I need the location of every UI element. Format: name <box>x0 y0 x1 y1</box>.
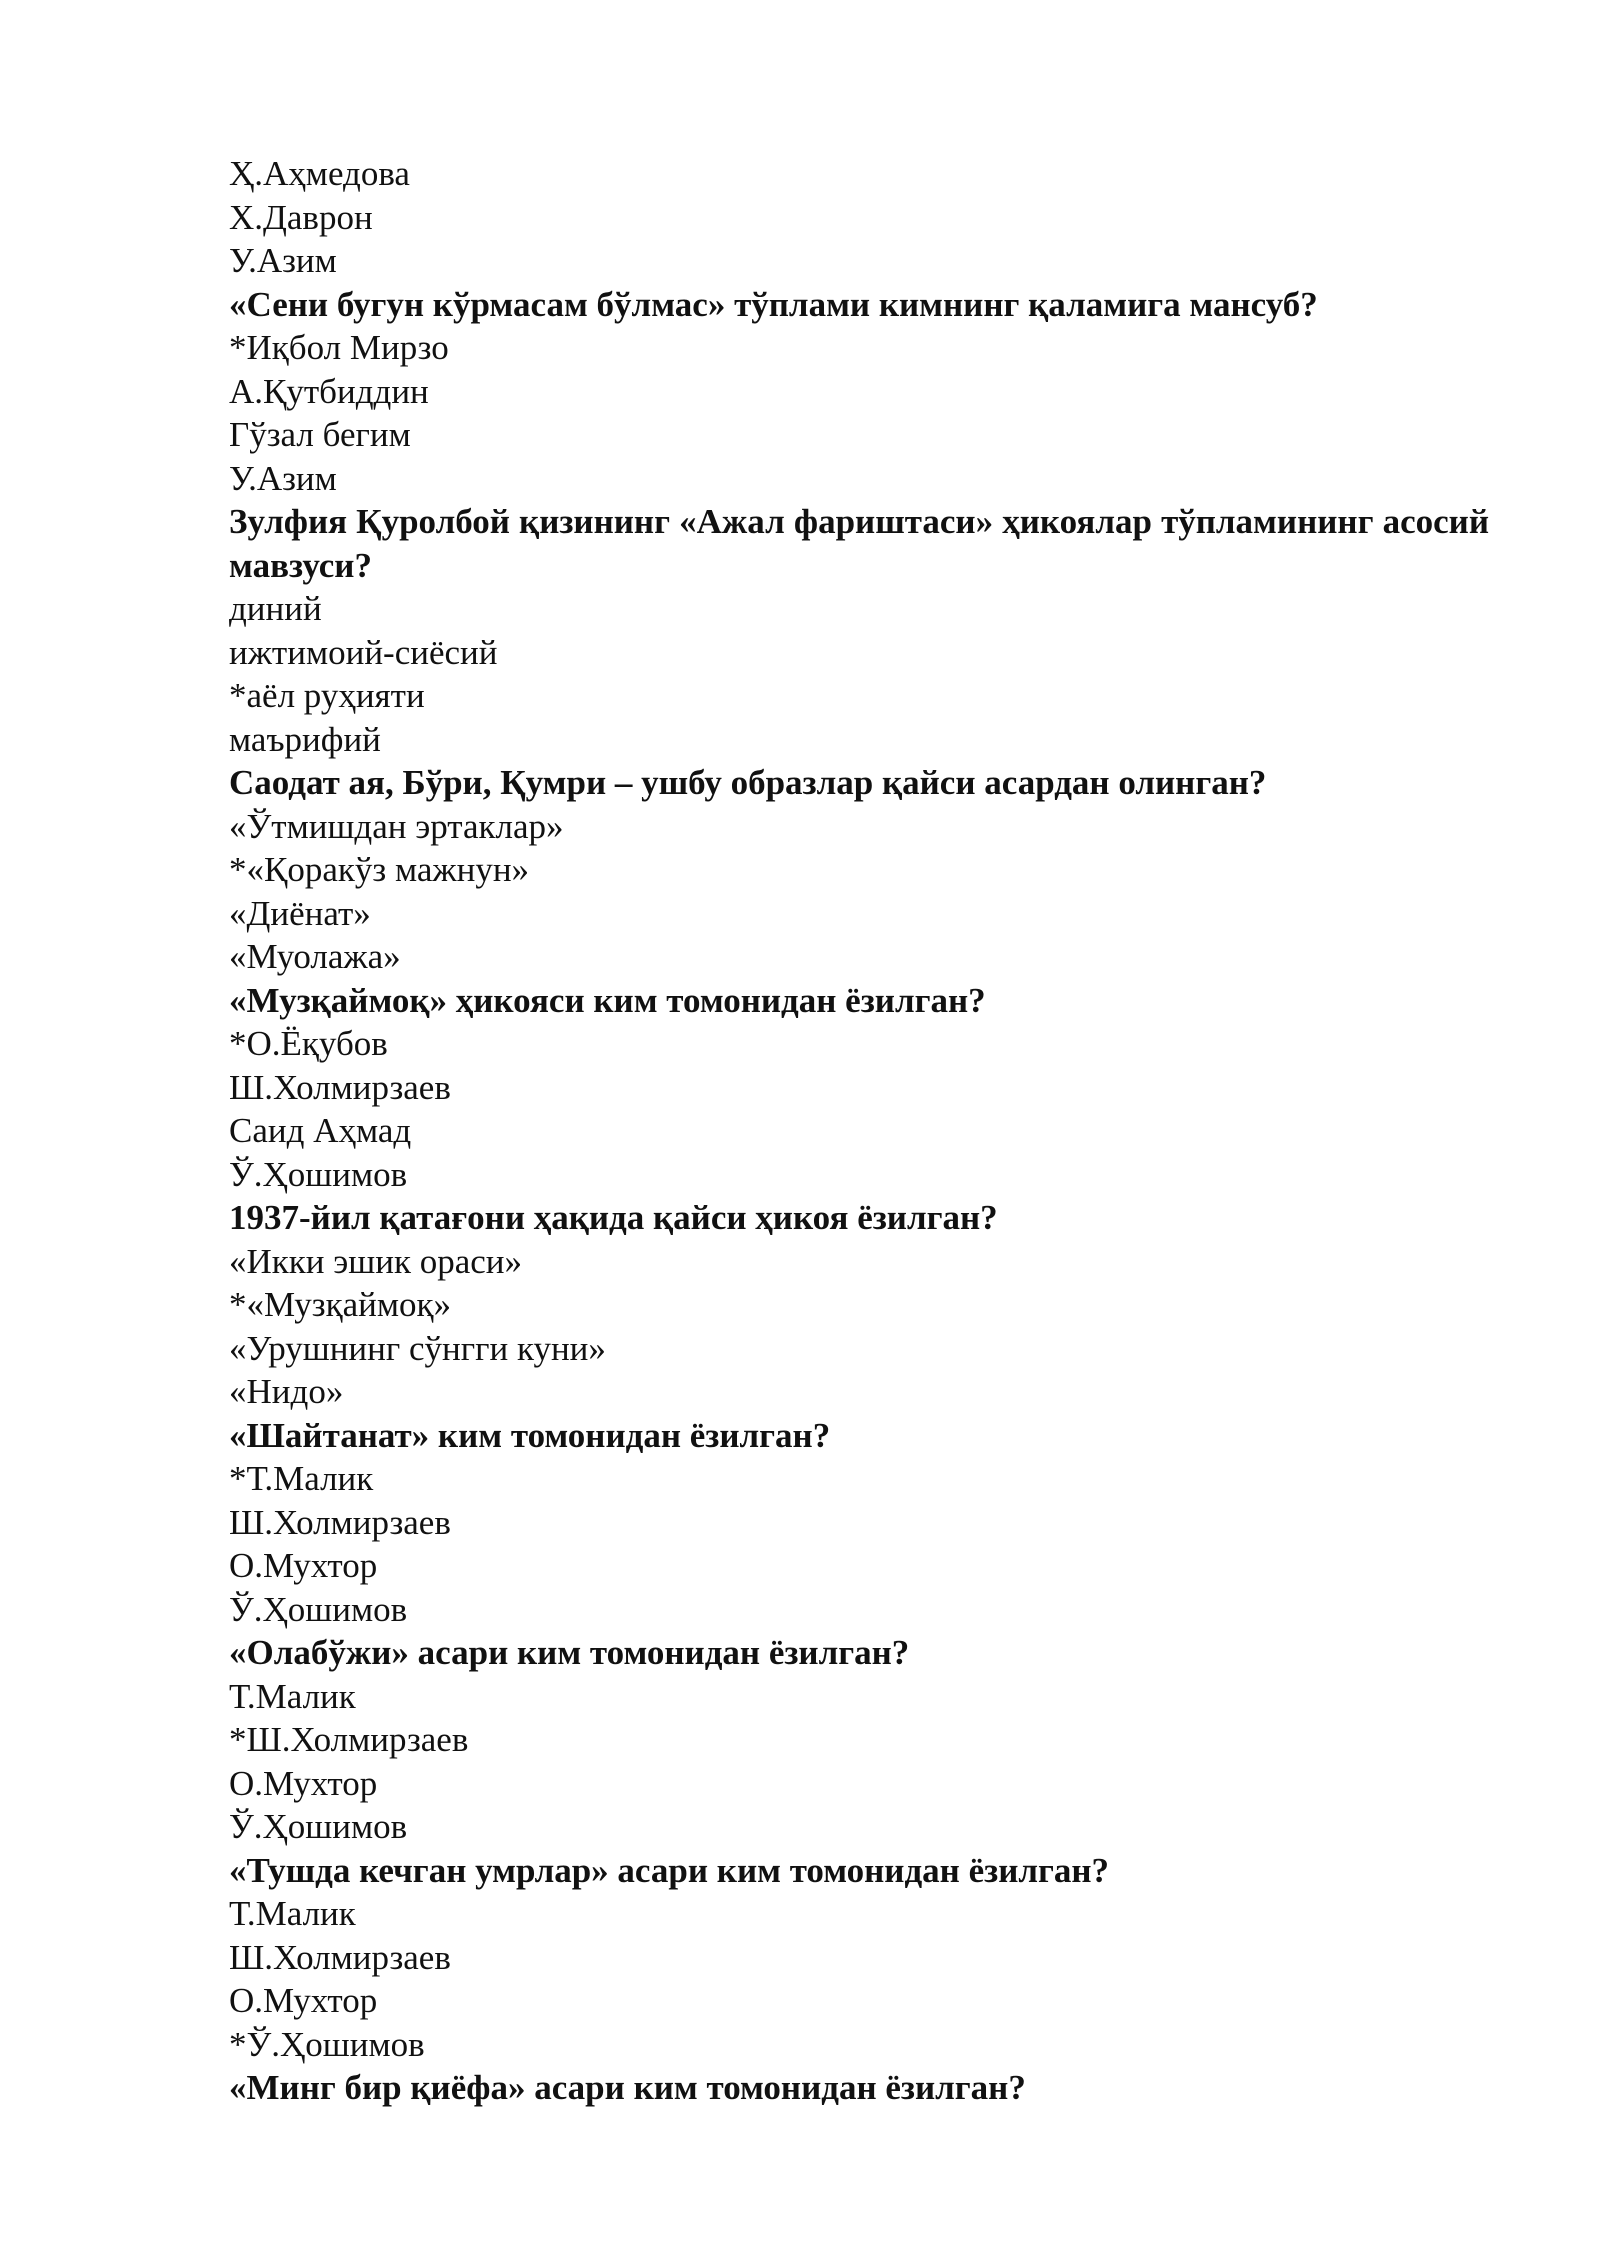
answer-option: *Иқбол Мирзо <box>229 328 449 367</box>
answer-option: «Урушнинг сўнгги куни» <box>229 1328 606 1368</box>
answer-option: *«Музқаймоқ» <box>229 1285 451 1324</box>
answer-option: Т.Малик <box>229 1676 356 1716</box>
answer-option: *Т.Малик <box>229 1459 374 1498</box>
answer-option: маърифий <box>229 719 381 759</box>
answer-option: «Ўтмишдан эртаклар» <box>229 806 564 846</box>
answer-option: У.Азим <box>229 241 337 280</box>
answer-option: Ў.Ҳошимов <box>229 1589 408 1629</box>
question-text: 1937-йил қатағони ҳақида қайси ҳикоя ёзилган? <box>229 1198 998 1237</box>
question-text: Зулфия Қуролбой қизининг «Ажал фариштаси» ҳикоялар тўпламининг асосий мавзуси? <box>229 502 1489 585</box>
document-page <box>229 152 1489 2110</box>
answer-option: У.Азим <box>229 458 337 498</box>
answer-option: диний <box>229 589 322 628</box>
answer-option: *Ў.Ҳошимов <box>229 2024 425 2064</box>
answer-option: «Муолажа» <box>229 937 401 976</box>
question-text: Саодат ая, Бўри, Қумри – ушбу образлар қайси асардан олинган? <box>229 763 1267 802</box>
question-text: «Сени бугун кўрмасам бўлмас» тўплами кимнинг қаламига мансуб? <box>229 284 1318 324</box>
answer-option: «Нидо» <box>229 1372 344 1411</box>
answer-option: А.Қутбиддин <box>229 371 429 411</box>
answer-option: О.Мухтор <box>229 1546 378 1585</box>
answer-option: «Диёнат» <box>229 893 371 933</box>
answer-option: ижтимоий-сиёсий <box>229 632 498 672</box>
question-text: «Тушда кечган умрлар» асари ким томонидан ёзилган? <box>229 1850 1110 1890</box>
question-text: «Шайтанат» ким томонидан ёзилган? <box>229 1415 831 1455</box>
answer-option: Саид Аҳмад <box>229 1111 412 1150</box>
answer-option: «Икки эшик ораси» <box>229 1241 523 1281</box>
answer-option: Гўзал бегим <box>229 415 411 454</box>
answer-option: Ш.Холмирзаев <box>229 1937 451 1977</box>
question-text: «Музқаймоқ» ҳикояси ким томонидан ёзилган? <box>229 980 986 1020</box>
answer-option: Х.Даврон <box>229 197 373 237</box>
answer-option: *О.Ёқубов <box>229 1024 388 1063</box>
answer-option: Ў.Ҳошимов <box>229 1807 408 1846</box>
answer-option: Ш.Холмирзаев <box>229 1502 451 1542</box>
answer-option: *«Қоракўз мажнун» <box>229 850 530 889</box>
question-text: «Олабўжи» асари ким томонидан ёзилган? <box>229 1633 910 1672</box>
answer-option: Ў.Ҳошимов <box>229 1154 408 1194</box>
answer-option: *Ш.Холмирзаев <box>229 1720 469 1759</box>
answer-option: Т.Малик <box>229 1894 356 1933</box>
answer-option: О.Мухтор <box>229 1981 378 2020</box>
answer-option: Ш.Холмирзаев <box>229 1067 451 1107</box>
answer-option: О.Мухтор <box>229 1763 378 1803</box>
answer-option: Ҳ.Аҳмедова <box>229 154 410 193</box>
answer-option: *аёл руҳияти <box>229 676 425 715</box>
question-text: «Минг бир қиёфа» асари ким томонидан ёзилган? <box>229 2068 1026 2107</box>
